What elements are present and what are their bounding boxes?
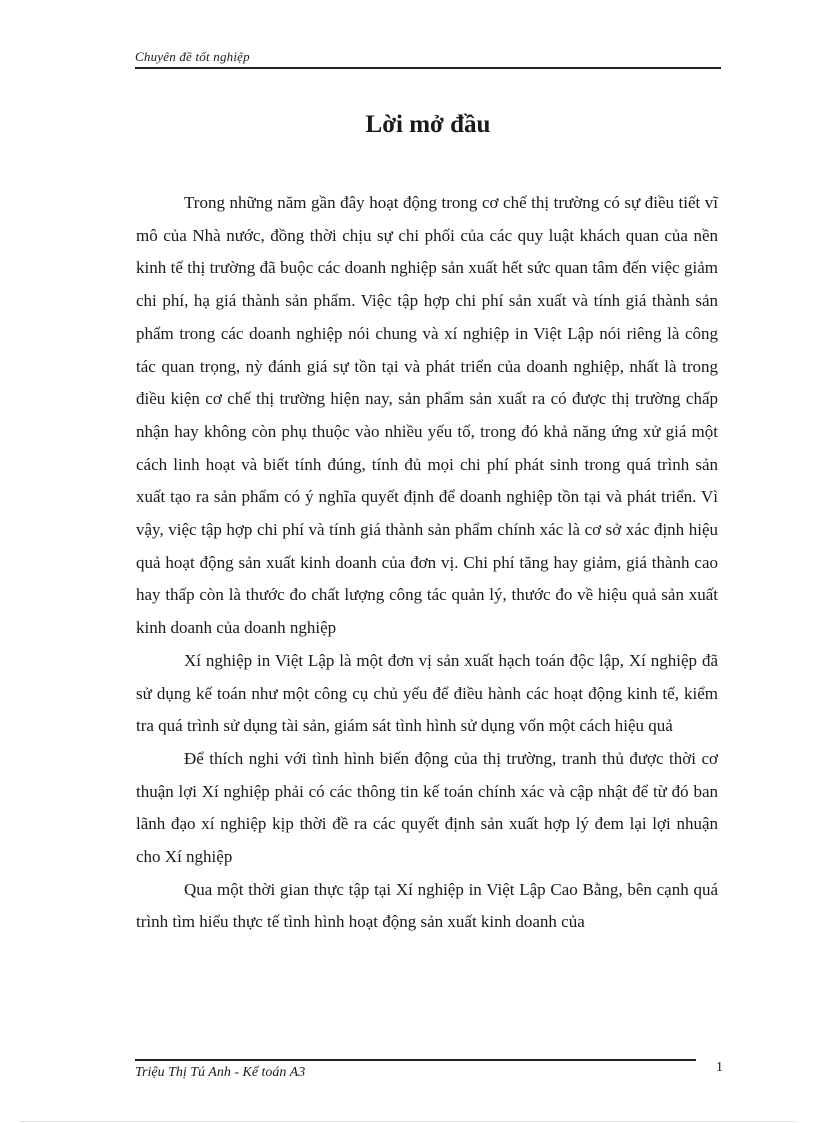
paragraph-4: Qua một thời gian thực tập tại Xí nghiệp in Việt Lập Cao Bằng, bên cạnh quá trình tìm hiểu thực tế tình hình hoạt động sản xuất kinh doanh của	[136, 879, 718, 932]
footer-divider	[135, 1059, 696, 1061]
page-number: 1	[716, 1060, 723, 1075]
paragraph-3: Để thích nghi với tình hình biến động của thị trường, tranh thủ được thời cơ thuận lợi Xí nghiệp phải có các thông tin kế toán chính xác và cập nhật để từ đó ban lãnh đạo xí nghiệp kịp thời đề ra các quyết định sản xuất hợp lý đem lại lợi nhuận cho Xí nghiệp	[136, 748, 718, 867]
footer-author: Triệu Thị Tú Anh - Kế toán A3	[135, 1065, 306, 1080]
page-title: Lời mở đầu	[365, 111, 491, 138]
paragraph-1: Trong những năm gần đây hoạt động trong cơ chế thị trường có sự điều tiết vĩ mô của Nhà nước, đồng thời chịu sự chi phối của các quy luật khách quan của nền kinh tế thị trường đã buộc các doanh nghiệp sản xuất hết sức quan tâm đến việc giảm chi phí, hạ giá thành sản phẩm. Việc tập hợp chi phí sản xuất và tính giá thành sản phẩm trong các doanh nghiệp nói chung và xí nghiệp in Việt Lập nói riêng là công tác quan trọng, nỳ đánh giá sự tồn tại và phát triển của doanh nghiệp, nhất là trong điều kiện cơ chế thị trường hiện nay, sản phẩm sản xuất ra có được thị trường chấp nhận hay không còn phụ thuộc vào nhiều yếu tố, trong đó khả năng ứng xử giá một cách linh hoạt và biết tính đúng, tính đủ mọi chi phí phát sinh trong quá trình sản xuất tạo ra sản phẩm có ý nghĩa quyết định để doanh nghiệp tồn tại và phát triển. Vì vậy, việc tập hợp chi phí và tính giá thành sản phẩm chính xác là cơ sở xác định hiệu quả hoạt động sản xuất kinh doanh của đơn vị. Chi phí tăng hay giảm, giá thành cao hay thấp còn là thước đo chất lượng công tác quản lý, thước đo về hiệu quả sản xuất kinh doanh của doanh nghiệp	[136, 193, 718, 638]
header-divider	[135, 67, 721, 69]
paragraph-2: Xí nghiệp in Việt Lập là một đơn vị sản xuất hạch toán độc lập, Xí nghiệp đã sử dụng kế toán như một công cụ chủ yếu để điều hành các hoạt động kinh tế, kiểm tra quá trình sử dụng tài sản, giám sát tình hình sử dụng vốn một cách hiệu quả	[136, 650, 718, 736]
page-header: Chuyên đề tốt nghiệp	[135, 49, 250, 64]
document-body	[136, 187, 718, 939]
page-bottom-border	[20, 1121, 796, 1122]
